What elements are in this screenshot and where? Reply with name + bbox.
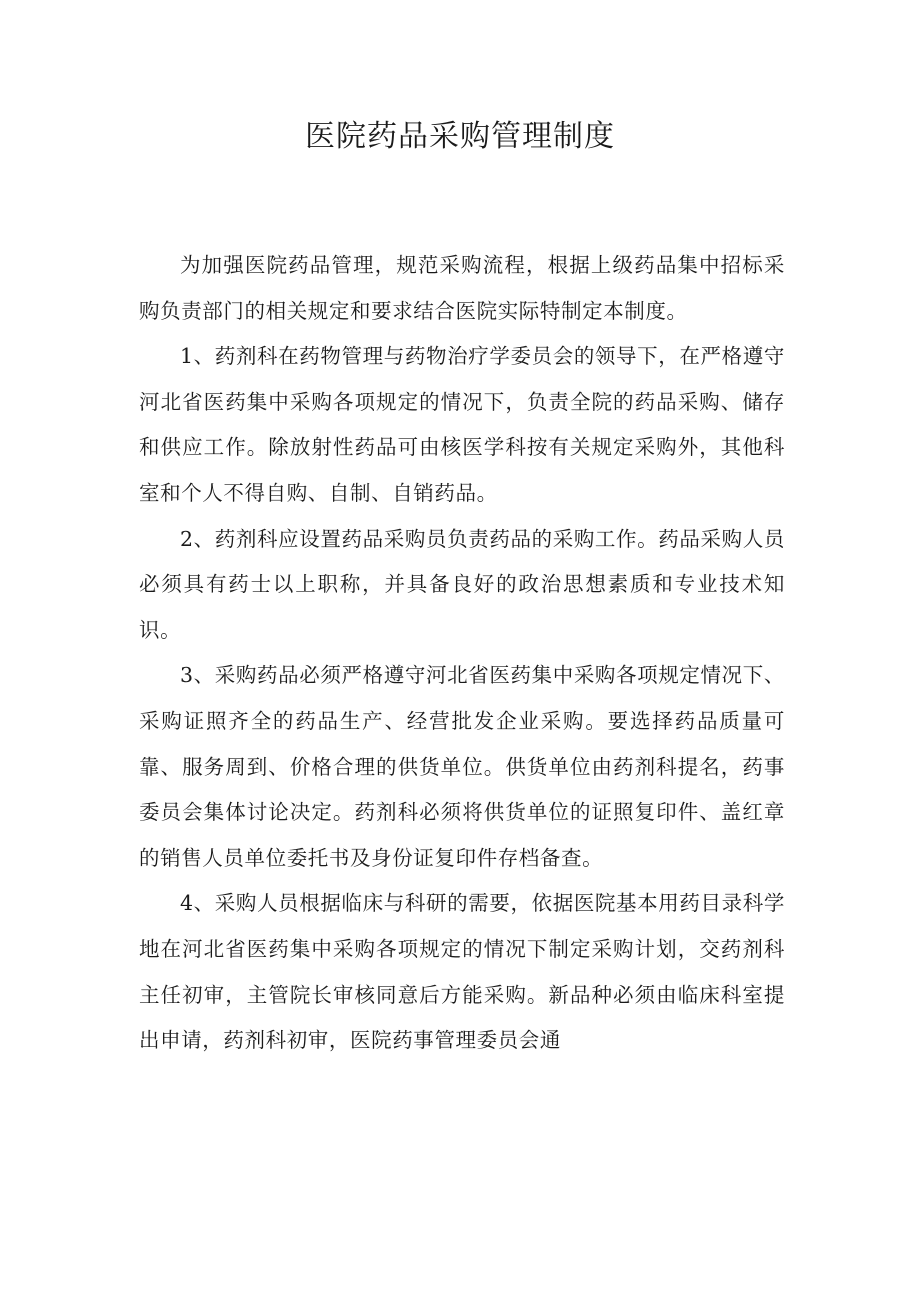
document-title: 医院药品采购管理制度 xyxy=(305,119,615,154)
paragraph-item-4: 4、采购人员根据临床与科研的需要，依据医院基本用药目录科学地在河北省医药集中采购各项规定的情况下制定采购计划，交药剂科主任初审，主管院长审核同意后方能采购。新品种必须由临床科室提出申请，药剂科初审，医院药事管理委员会通 xyxy=(139,891,785,1053)
paragraph-item-1: 1、药剂科在药物管理与药物治疗学委员会的领导下，在严格遵守河北省医药集中采购各项规定的情况下，负责全院的药品采购、储存和供应工作。除放射性药品可由核医学科按有关规定采购外，其他科室和个人不得自购、自制、自销药品。 xyxy=(139,344,785,505)
paragraph-item-3: 3、采购药品必须严格遵守河北省医药集中采购各项规定情况下、采购证照齐全的药品生产、经营批发企业采购。要选择药品质量可靠、服务周到、价格合理的供货单位。供货单位由药剂科提名，药事委员会集体讨论决定。药剂科必须将供货单位的证照复印件、盖红章的销售人员单位委托书及身份证复印件存档备查。 xyxy=(139,663,785,870)
paragraph-item-2: 2、药剂科应设置药品采购员负责药品的采购工作。药品采购人员必须具有药士以上职称，并具备良好的政治思想素质和专业技术知识。 xyxy=(139,526,785,642)
document-body xyxy=(139,243,785,1064)
paragraph-intro: 为加强医院药品管理，规范采购流程，根据上级药品集中招标采购负责部门的相关规定和要求结合医院实际特制定本制度。 xyxy=(139,253,785,323)
